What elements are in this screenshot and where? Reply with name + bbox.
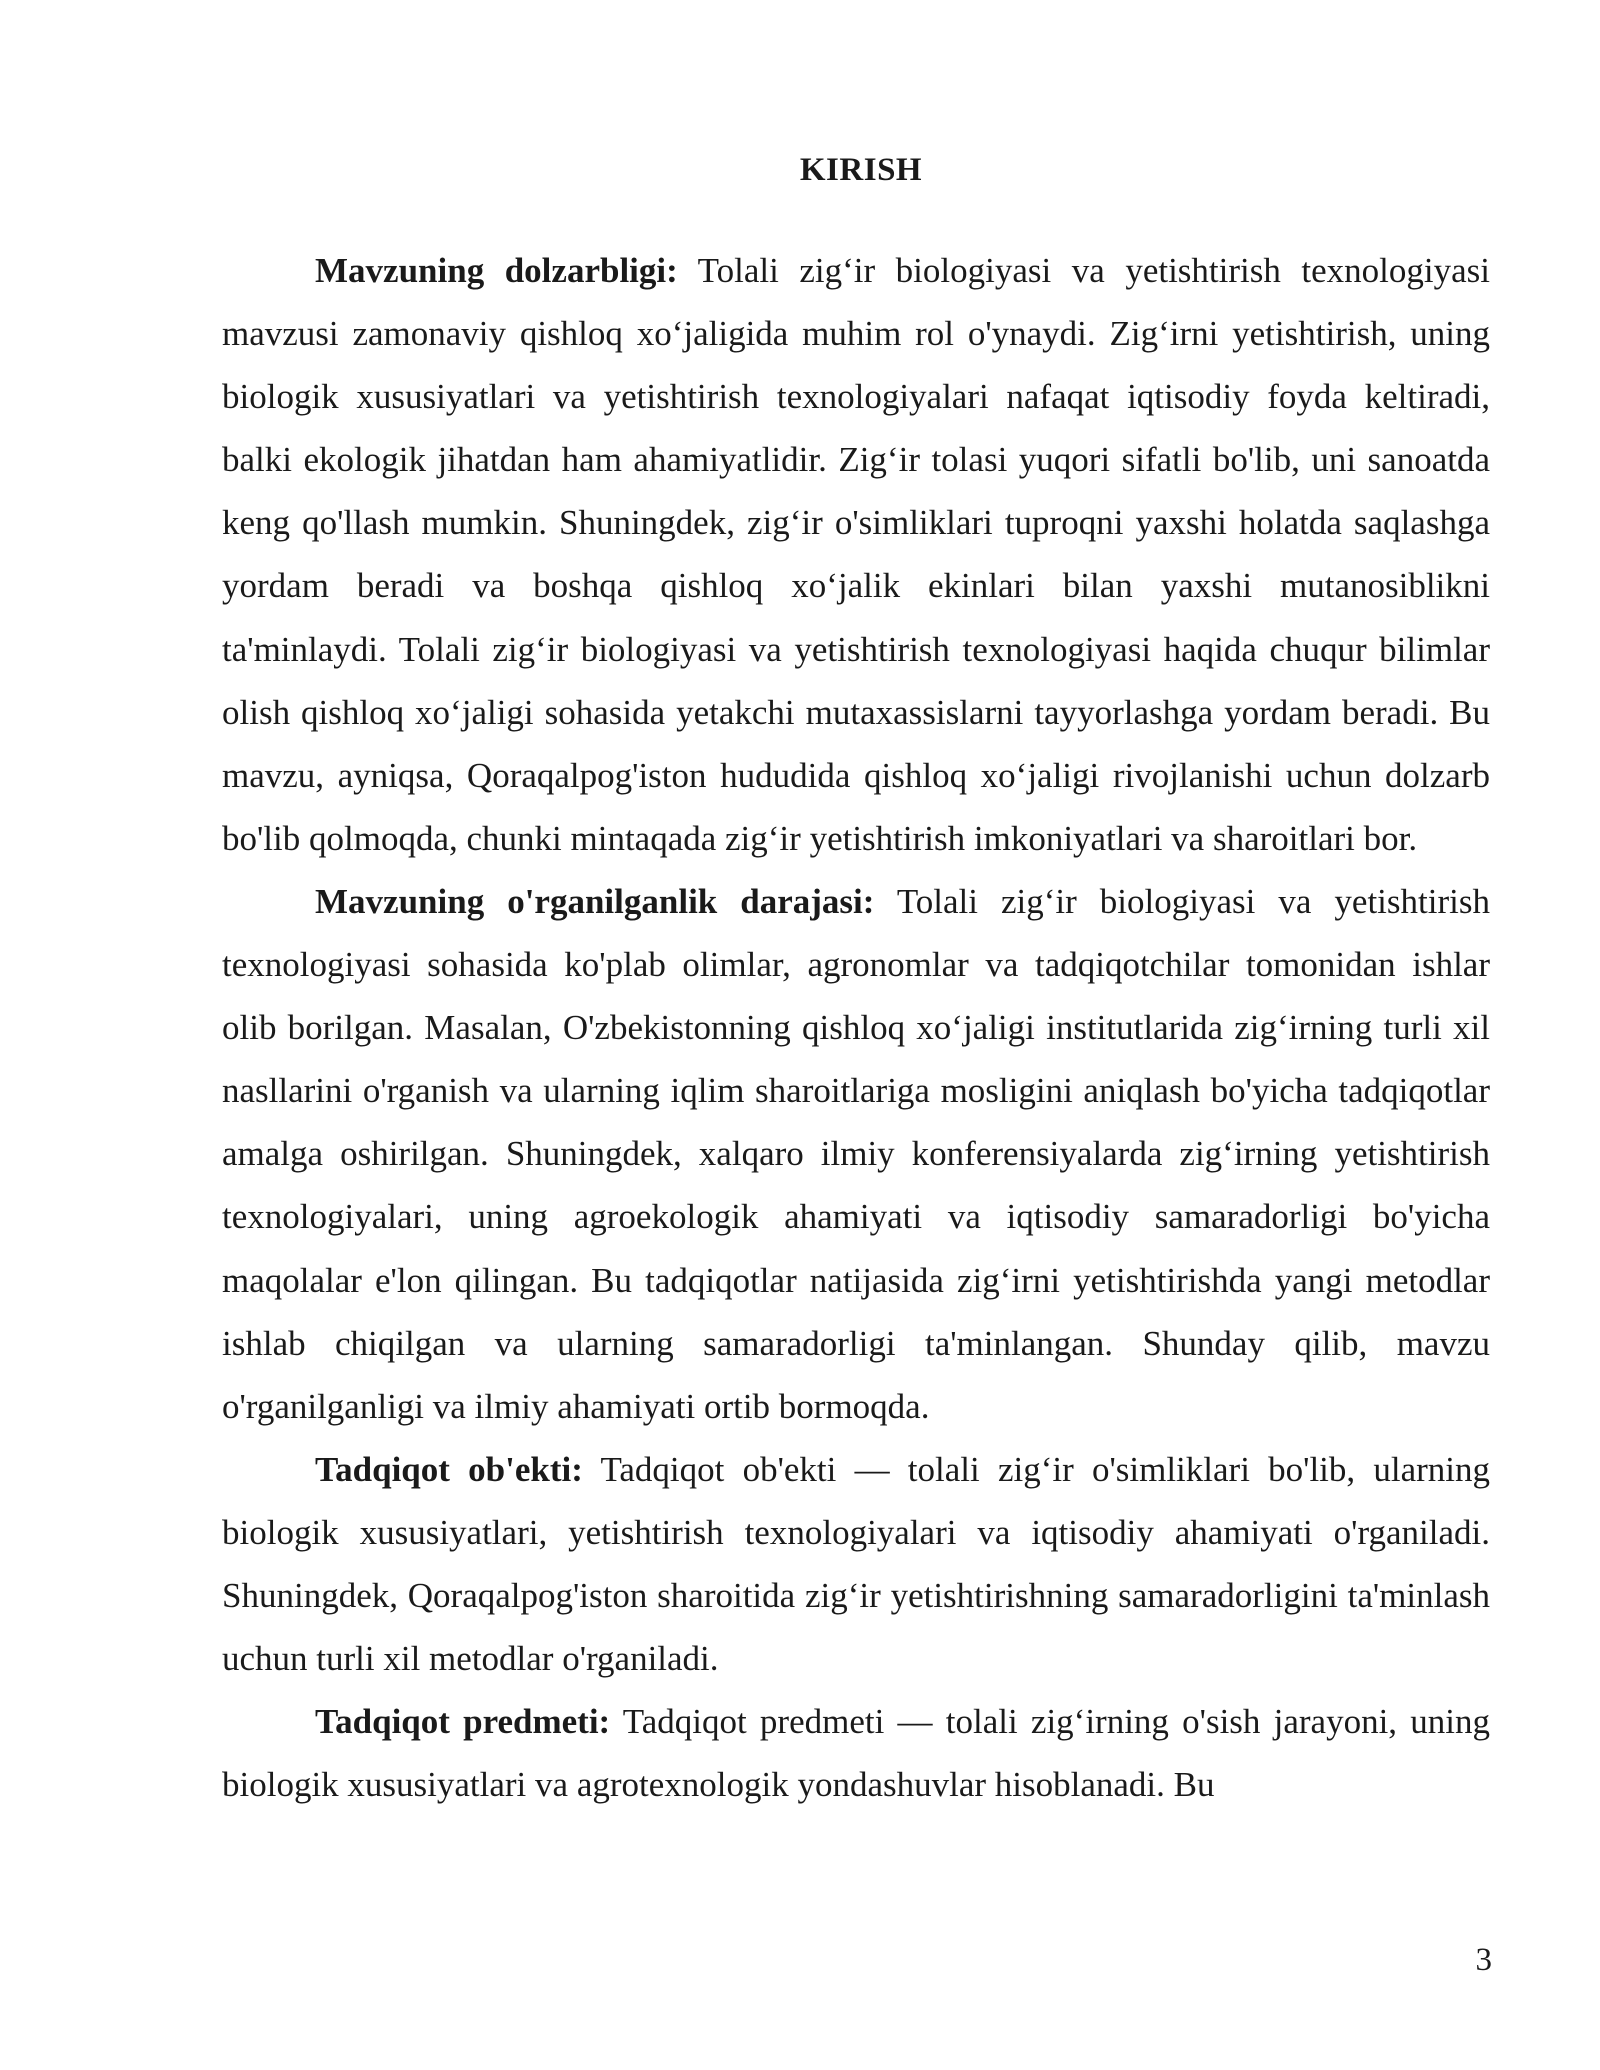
paragraph-research-object bbox=[222, 1438, 1490, 1690]
document-body bbox=[222, 239, 1490, 1816]
paragraph-research-subject bbox=[222, 1690, 1490, 1816]
page-title: KIRISH bbox=[799, 152, 923, 188]
paragraph-text: Tadqiqot ob'ekti — tolali zig‘ir o'simliklari bo'lib, ularning biologik xususiyatlari, yetishtirish texnologiyalari va iqtisodiy ahamiyati o'rganiladi. Shuningdek, Qoraqalpog'iston sharoitida zig‘ir yetishtirishning samaradorligini ta'minlash uchun turli xil metodlar o'rganiladi. bbox=[222, 1449, 1490, 1679]
paragraph-text: Tolali zig‘ir biologiyasi va yetishtirish texnologiyasi sohasida ko'plab olimlar, agronomlar va tadqiqotchilar tomonidan ishlar olib borilgan. Masalan, O'zbekistonning qishloq xo‘jaligi institutlarida zig‘irning turli xil nasllarini o'rganish va ularning iqlim sharoitlariga mosligini aniqlash bo'yicha tadqiqotlar amalga oshirilgan. Shuningdek, xalqaro ilmiy konferensiyalarda zig‘irning yetishtirish texnologiyalari, uning agroekologik ahamiyati va iqtisodiy samaradorligi bo'yicha maqolalar e'lon qilingan. Bu tadqiqotlar natijasida zig‘irni yetishtirishda yangi metodlar ishlab chiqilgan va ularning samaradorligi ta'minlangan. Shunday qilib, mavzu o'rganilganligi va ilmiy ahamiyati ortib bormoqda. bbox=[222, 881, 1490, 1426]
paragraph-text: Tadqiqot predmeti — tolali zig‘irning o'sish jarayoni, uning biologik xususiyatlari va agrotexnologik yondashuvlar hisoblanadi. Bu bbox=[222, 1702, 1490, 1805]
paragraph-relevance bbox=[222, 239, 1490, 870]
paragraph-text: Tolali zig‘ir biologiyasi va yetishtirish texnologiyasi mavzusi zamonaviy qishloq xo‘jaligida muhim rol o'ynaydi. Zig‘irni yetishtirish, uning biologik xususiyatlari va yetishtirish texnologiyalari nafaqat iqtisodiy foyda keltiradi, balki ekologik jihatdan ham ahamiyatlidir. Zig‘ir tolasi yuqori sifatli bo'lib, uni sanoatda keng qo'llash mumkin. Shuningdek, zig‘ir o'simliklari tuproqni yaxshi holatda saqlashga yordam beradi va boshqa qishloq xo‘jalik ekinlari bilan yaxshi mutanosiblikni ta'minlaydi. Tolali zig‘ir biologiyasi va yetishtirish texnologiyasi haqida chuqur bilimlar olish qishloq xo‘jaligi sohasida yetakchi mutaxassislarni tayyorlashga yordam beradi. Bu mavzu, ayniqsa, Qoraqalpog'iston hududida qishloq xo‘jaligi rivojlanishi uchun dolzarb bo'lib qolmoqda, chunki mintaqada zig‘ir yetishtirish imkoniyatlari va sharoitlari bor. bbox=[222, 251, 1490, 858]
paragraph-heading: Mavzuning dolzarbligi: bbox=[315, 251, 678, 290]
page-number: 3 bbox=[1475, 1942, 1492, 1978]
paragraph-heading: Mavzuning o'rganilganlik darajasi: bbox=[315, 881, 875, 921]
paragraph-heading: Tadqiqot predmeti: bbox=[315, 1702, 611, 1742]
paragraph-heading: Tadqiqot ob'ekti: bbox=[315, 1449, 583, 1489]
paragraph-study-level bbox=[222, 870, 1490, 1438]
